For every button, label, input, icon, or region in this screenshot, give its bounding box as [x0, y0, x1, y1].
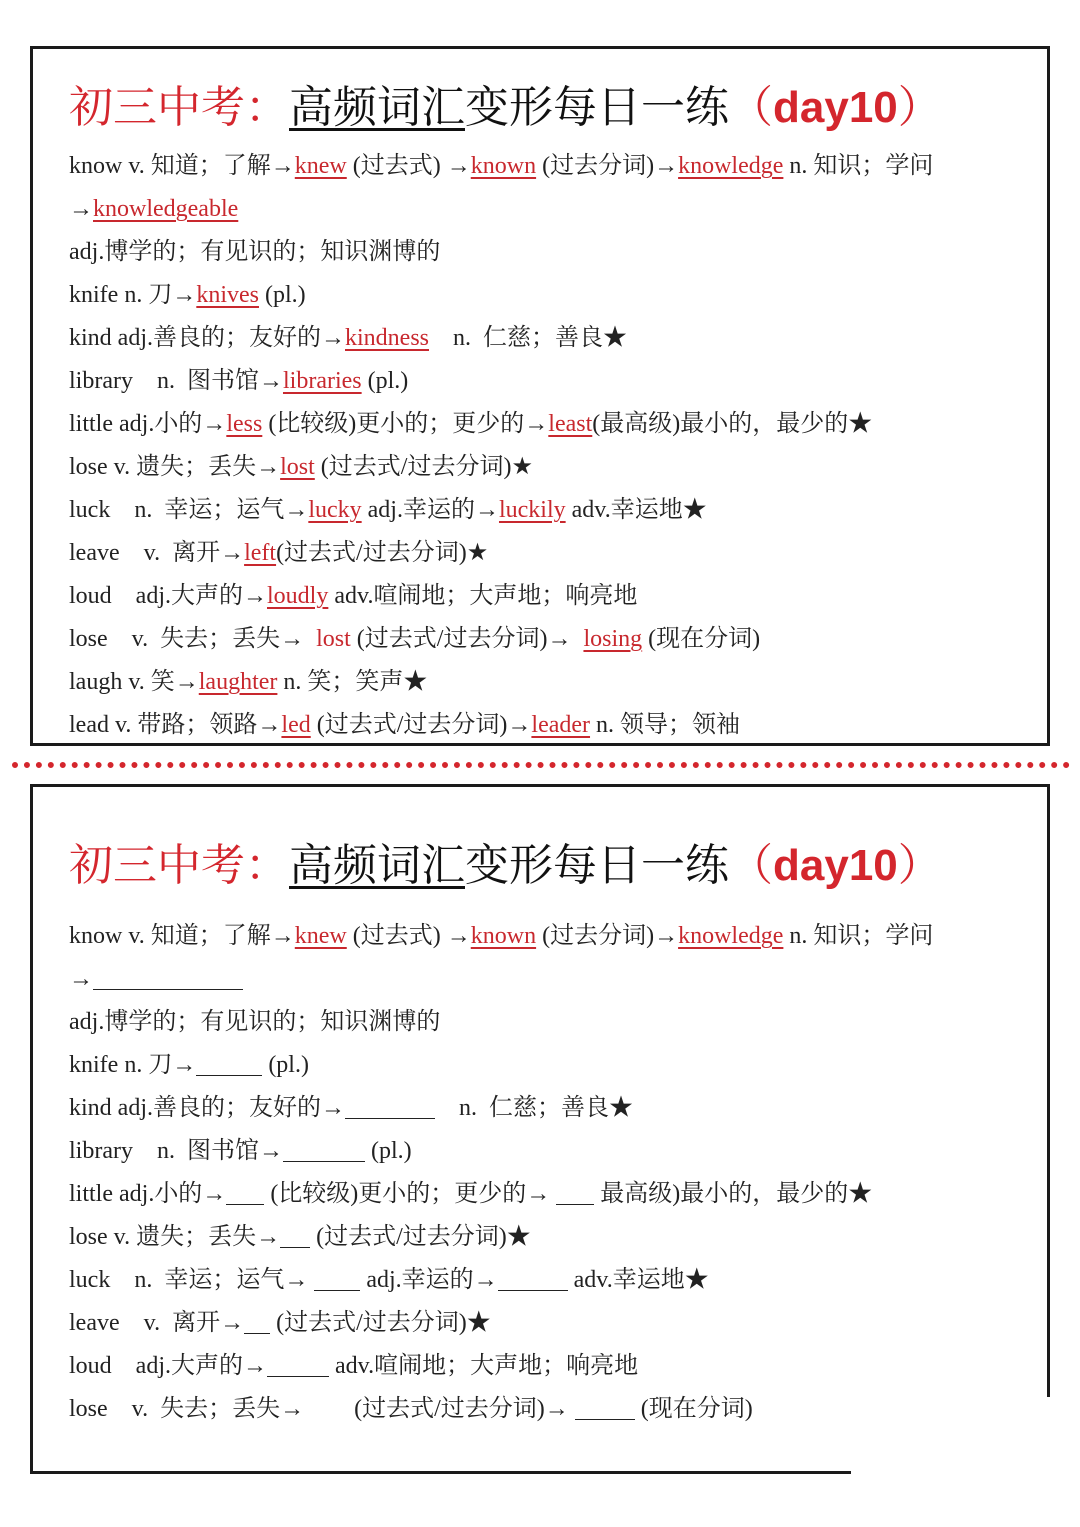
vocab-line [69, 403, 1037, 446]
line-text: (过去分词)→ [536, 153, 679, 179]
worksheet-answer-card [30, 46, 1050, 746]
answer-word: less [226, 411, 263, 437]
answer-word: led [281, 712, 311, 738]
vocab-line [69, 317, 1037, 360]
vocab-line [69, 618, 1037, 661]
line-text: (pl.) [258, 282, 306, 308]
answer-word: losing [583, 626, 643, 652]
line-text: kind adj.善良的；友好的→ [69, 1095, 345, 1121]
line-text: (过去式/过去分词)★ [276, 540, 489, 566]
answer-word: least [548, 411, 593, 437]
answer-word: loudly [267, 583, 329, 609]
worksheet-title [69, 71, 942, 135]
line-text: lose v. 遗失；丢失→ [69, 1224, 281, 1250]
line-text: adj.博学的；有见识的；知识渊博的 [69, 1009, 441, 1035]
answer-blank[interactable] [498, 1264, 568, 1291]
line-text: adv.喧闹地；大声地；响亮地 [329, 1353, 639, 1379]
title-paren-close: ） [897, 840, 942, 891]
vocab-line [69, 1044, 1040, 1087]
vocab-line [69, 1173, 1040, 1216]
vocab-line [69, 1388, 1040, 1431]
dotted-divider [12, 762, 1070, 768]
line-text: lose v. 遗失；丢失→ [69, 454, 281, 480]
line-text: (pl.) [262, 1052, 309, 1078]
title-underlined: 高频词汇 [289, 840, 465, 891]
line-text: adj.幸运的→ [361, 497, 499, 523]
line-text: (pl.) [364, 1138, 412, 1164]
vocab-line [69, 915, 1040, 958]
vocab-line [69, 1259, 1040, 1302]
line-text: (过去式) → [346, 153, 471, 179]
vocab-line [69, 231, 1037, 274]
line-text: n. 知识；学问 [783, 153, 934, 179]
line-text: library n. 图书馆→ [69, 1138, 283, 1164]
title-prefix: 初三中考： [69, 82, 289, 133]
line-text: (现在分词) [642, 626, 761, 652]
line-text: adj.博学的；有见识的；知识渊博的 [69, 239, 441, 265]
answer-blank[interactable] [267, 1350, 329, 1377]
line-text: n. 领导；领袖 [590, 712, 741, 738]
answer-word: knew [294, 923, 347, 949]
line-text: adv.幸运地★ [565, 497, 707, 523]
answer-blank[interactable] [280, 1221, 310, 1248]
title-prefix: 初三中考： [69, 840, 289, 891]
answer-word: known [470, 153, 537, 179]
worksheet-practice-card [30, 784, 1050, 1474]
line-text: little adj.小的→ [69, 411, 227, 437]
answer-blank[interactable] [93, 963, 243, 990]
title-paren-close: ） [897, 82, 942, 133]
line-text: (过去分词)→ [536, 923, 679, 949]
vocab-line [69, 1001, 1040, 1044]
card-border-bottom [33, 1471, 851, 1474]
line-text: (比较级)更小的；更少的→ [264, 1181, 557, 1207]
line-text: (过去式/过去分词)★ [314, 454, 533, 480]
line-text: n. 仁慈；善良★ [435, 1095, 633, 1121]
vocab-line [69, 446, 1037, 489]
line-text: knife n. 刀→ [69, 1052, 197, 1078]
line-text: n. 笑；笑声★ [277, 669, 428, 695]
line-text: know v. 知道；了解→ [69, 923, 295, 949]
line-text: loud adj.大声的→ [69, 1353, 267, 1379]
answer-word: knowledge [678, 923, 784, 949]
line-text: (过去式/过去分词)★ [270, 1310, 491, 1336]
vocab-line [69, 360, 1037, 403]
line-text: knife n. 刀→ [69, 282, 197, 308]
vocab-line [69, 1302, 1040, 1345]
answer-lines [69, 145, 1037, 747]
answer-word: luckily [498, 497, 566, 523]
vocab-line [69, 704, 1037, 747]
answer-blank[interactable] [345, 1092, 435, 1119]
line-text: lead v. 带路；领路→ [69, 712, 282, 738]
title-paren-open: （ [729, 82, 773, 133]
line-text: adv.幸运地★ [567, 1267, 709, 1293]
vocab-line [69, 145, 1037, 188]
answer-word: lost [280, 454, 315, 480]
line-text: (比较级)更小的；更少的→ [262, 411, 549, 437]
line-text: kind adj.善良的；友好的→ [69, 325, 345, 351]
vocab-line [69, 575, 1037, 618]
line-text: → [69, 196, 93, 222]
line-text: (现在分词) [634, 1396, 753, 1422]
answer-blank[interactable] [226, 1178, 264, 1205]
title-day: day10 [773, 841, 898, 890]
line-text: (过去式) → [346, 923, 471, 949]
vocab-line [69, 1345, 1040, 1388]
vocab-line [69, 274, 1037, 317]
line-text: leave v. 离开→ [69, 540, 245, 566]
answer-blank[interactable] [314, 1264, 360, 1291]
title-rest: 变形每日一练 [465, 82, 729, 133]
line-text: → [69, 966, 93, 992]
line-text: luck n. 幸运；运气→ [69, 497, 309, 523]
answer-word: left [244, 540, 277, 566]
answer-word: lucky [308, 497, 362, 523]
answer-word: laughter [198, 669, 278, 695]
line-text: n. 仁慈；善良★ [429, 325, 627, 351]
line-text: (过去式/过去分词)→ [310, 712, 532, 738]
line-text: (过去式/过去分词)★ [310, 1224, 531, 1250]
vocab-line [69, 958, 1040, 1001]
line-text: n. 知识；学问 [783, 923, 934, 949]
answer-blank[interactable] [575, 1393, 635, 1420]
title-rest: 变形每日一练 [465, 840, 729, 891]
vocab-line [69, 1087, 1040, 1130]
vocab-line [69, 661, 1037, 704]
line-text: (过去式/过去分词)→ [354, 1396, 575, 1422]
answer-word: knowledge [678, 153, 784, 179]
answer-blank[interactable] [196, 1049, 262, 1076]
practice-lines [69, 915, 1040, 1431]
vocab-line [69, 188, 1037, 231]
answer-word: knowledgeable [93, 196, 239, 222]
answer-word: libraries [282, 368, 362, 394]
line-text: adv.喧闹地；大声地；响亮地 [328, 583, 638, 609]
answer-blank[interactable] [244, 1307, 270, 1334]
title-day: day10 [773, 83, 898, 132]
line-text: loud adj.大声的→ [69, 583, 267, 609]
card-border-right [1047, 787, 1050, 1397]
line-text: library n. 图书馆→ [69, 368, 283, 394]
worksheet-title [69, 829, 942, 893]
line-text: lose v. 失去；丢失→ [69, 626, 317, 652]
line-text: adj.幸运的→ [360, 1267, 498, 1293]
vocab-line [69, 1216, 1040, 1259]
line-text: little adj.小的→ [69, 1181, 227, 1207]
answer-word: kindness [345, 325, 429, 351]
line-text: (最高级)最小的，最少的★ [592, 411, 873, 437]
line-text: know v. 知道；了解→ [69, 153, 295, 179]
line-text: leave v. 离开→ [69, 1310, 245, 1336]
line-text: 最高级)最小的，最少的★ [594, 1181, 873, 1207]
answer-blank[interactable] [283, 1135, 365, 1162]
answer-blank[interactable] [556, 1178, 594, 1205]
answer-word: known [470, 923, 537, 949]
answer-word: knew [294, 153, 347, 179]
vocab-line [69, 489, 1037, 532]
line-text: (pl.) [361, 368, 409, 394]
title-paren-open: （ [729, 840, 773, 891]
vocab-line [69, 532, 1037, 575]
answer-word: knives [196, 282, 259, 308]
title-underlined: 高频词汇 [289, 82, 465, 133]
line-text: lose v. 失去；丢失→ [69, 1396, 305, 1422]
line-text: luck n. 幸运；运气→ [69, 1267, 315, 1293]
line-text: (过去式/过去分词)→ [350, 626, 584, 652]
line-text: laugh v. 笑→ [69, 669, 199, 695]
vocab-line [69, 1130, 1040, 1173]
answer-word: lost [316, 626, 351, 652]
answer-word: leader [531, 712, 591, 738]
